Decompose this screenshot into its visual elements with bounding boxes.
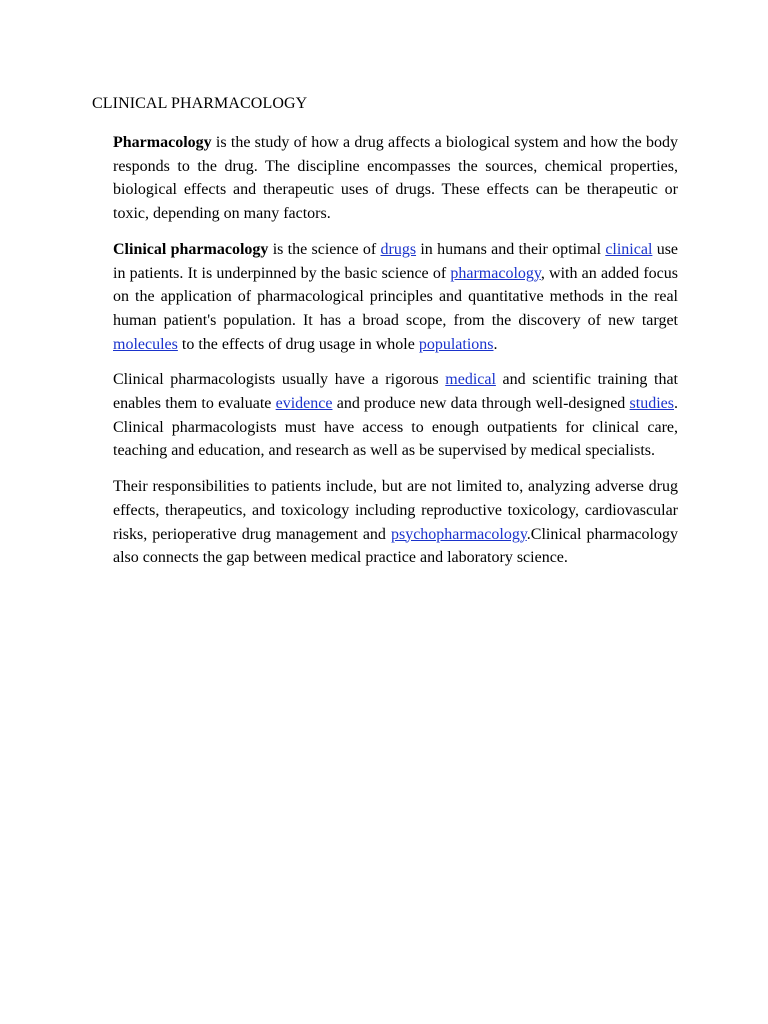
paragraph-text: use in patients. It is underpinned by the basic science of (113, 240, 679, 282)
link-pharmacology[interactable]: pharmacology (450, 264, 541, 282)
term-clinical-pharmacology: Clinical pharmacology (113, 240, 269, 258)
paragraph-text: . Clinical pharmacologists must have access to enough outpatients for clinical care, teaching and education, and research as well as be supervised by medical specialists. (113, 395, 678, 460)
link-clinical[interactable]: clinical (605, 240, 653, 258)
paragraph-text: , with an added focus on the application of pharmacological principles and quantitative methods in the real human patient's population. It has a broad scope, from the discovery of new target (113, 264, 679, 329)
link-molecules[interactable]: molecules (113, 335, 178, 353)
paragraph-text: Their responsibilities to patients include, but are not limited to, analyzing adverse drug effects, therapeutics, and toxicology including reproductive toxicology, cardiovascular risks, perioperative drug management and (113, 478, 678, 543)
paragraph-text: in humans and their optimal (416, 240, 606, 258)
link-drugs[interactable]: drugs (380, 240, 417, 258)
paragraph-text: .Clinical pharmacology also connects the gap between medical practice and laboratory science. (113, 525, 678, 567)
paragraph-text: and produce new data through well-designed (332, 395, 630, 413)
paragraph-text: Clinical pharmacologists usually have a rigorous (113, 371, 446, 389)
paragraph-clinical-pharmacologists (113, 368, 678, 463)
link-medical[interactable]: medical (445, 371, 496, 389)
paragraph-text: . (493, 335, 498, 353)
paragraph-text: and scientific training that enables them to evaluate (113, 371, 678, 413)
link-populations[interactable]: populations (418, 335, 494, 353)
document-body (113, 131, 678, 582)
paragraph-text: to the effects of drug usage in whole (177, 335, 419, 353)
document-title: CLINICAL PHARMACOLOGY (92, 95, 308, 112)
link-psychopharmacology[interactable]: psychopharmacology (390, 525, 527, 543)
term-pharmacology: Pharmacology (113, 134, 212, 151)
paragraph-clinical-pharmacology (113, 238, 678, 357)
link-evidence[interactable]: evidence (275, 395, 333, 413)
paragraph-pharmacology (113, 131, 678, 226)
paragraph-responsibilities (113, 475, 678, 570)
paragraph-text: is the study of how a drug affects a biological system and how the body responds to the drug. The discipline encompasses the sources, chemical properties, biological effects and therapeutic uses of drugs. These effects can be therapeutic or toxic, depending on many factors. (113, 134, 678, 223)
link-studies[interactable]: studies (629, 395, 674, 413)
paragraph-text: is the science of (268, 240, 381, 258)
